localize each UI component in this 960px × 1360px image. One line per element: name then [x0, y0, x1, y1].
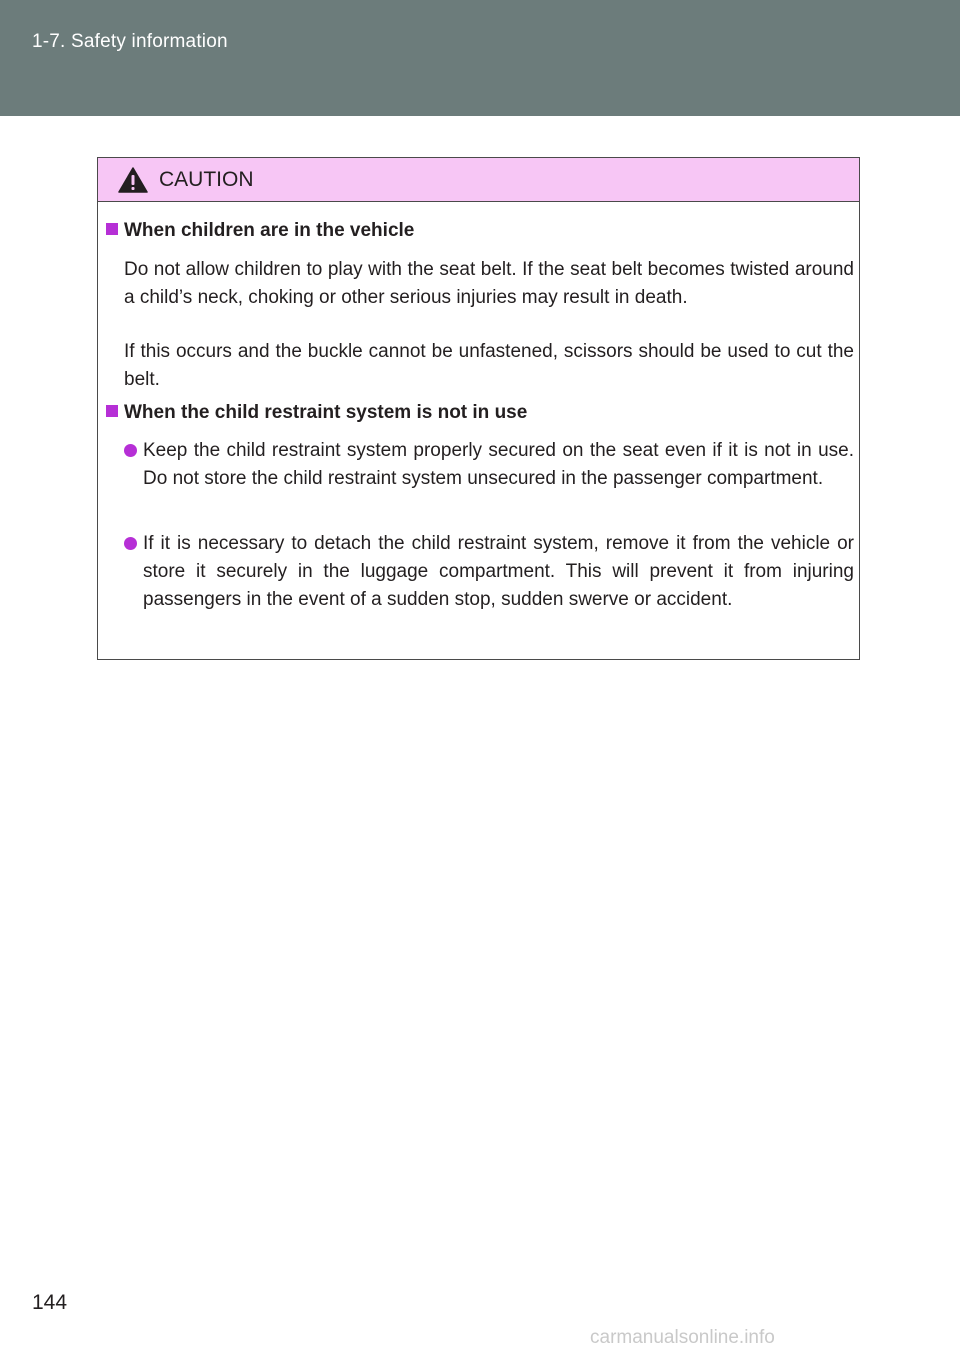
warning-triangle-icon: [118, 167, 148, 193]
page-number: 144: [32, 1291, 68, 1314]
round-bullet-icon: [124, 537, 137, 550]
list-item: Keep the child restraint system properly secured on the seat even if it is not in use. Do not store the child restraint system unsecured in the passenger compartment.: [124, 437, 854, 493]
round-bullet-icon: [124, 444, 137, 457]
list-item: If it is necessary to detach the child restraint system, remove it from the vehicle or store it securely in the luggage compartment. This will prevent it from injuring passengers in the event of a sudden stop, sudden swerve or accident.: [124, 530, 854, 614]
section-header-title: 1-7. Safety information: [32, 31, 228, 52]
section-title: When children are in the vehicle: [106, 220, 414, 242]
paragraph: Do not allow children to play with the seat belt. If the seat belt becomes twisted around a child’s neck, choking or other serious injuries may result in death.: [124, 259, 854, 308]
page-header: [0, 0, 960, 116]
section-title: When the child restraint system is not in use: [106, 402, 527, 424]
square-bullet-icon: [106, 405, 118, 417]
caution-box: [97, 157, 860, 660]
paragraph: If this occurs and the buckle cannot be unfastened, scissors should be used to cut the belt.: [124, 341, 854, 390]
square-bullet-icon: [106, 223, 118, 235]
watermark: carmanualsonline.info: [590, 1327, 775, 1348]
caution-header: [98, 158, 859, 202]
caution-label: CAUTION: [159, 168, 254, 191]
